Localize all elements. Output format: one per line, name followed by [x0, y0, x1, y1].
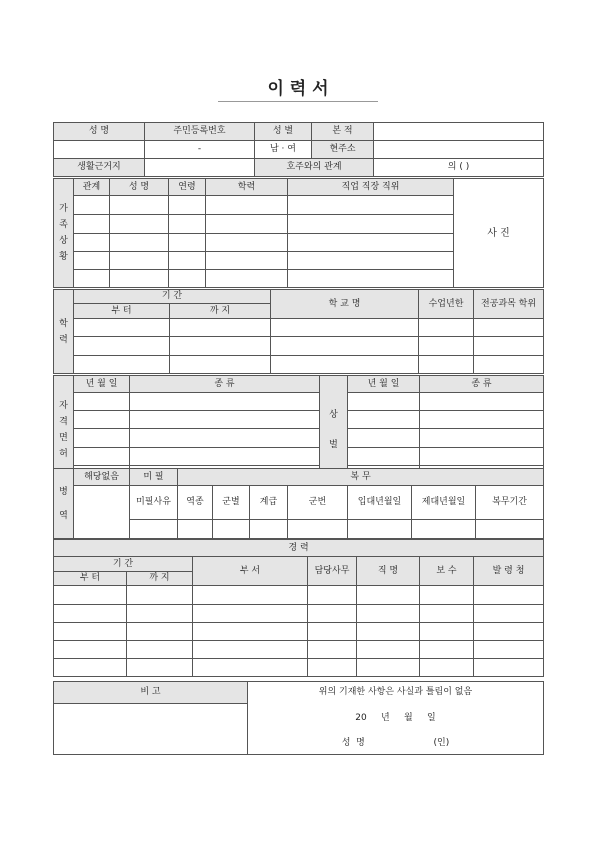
table-cell[interactable] [474, 319, 544, 337]
table-cell[interactable] [288, 196, 454, 215]
table-cell[interactable] [193, 659, 308, 677]
sex-field[interactable]: 남 · 여 [255, 141, 312, 159]
military-col-number: 군번 [288, 486, 348, 520]
table-cell[interactable] [170, 356, 271, 374]
relation-label: 호주와의 관계 [255, 159, 374, 177]
address-field[interactable] [374, 141, 544, 159]
table-cell[interactable] [130, 411, 320, 429]
table-cell[interactable] [357, 605, 420, 623]
table-cell[interactable] [357, 641, 420, 659]
military-table [53, 468, 544, 539]
table-cell[interactable] [74, 337, 170, 356]
table-cell[interactable] [130, 520, 178, 539]
table-cell[interactable] [193, 641, 308, 659]
table-cell[interactable] [193, 586, 308, 605]
domicile-label: 본 적 [312, 123, 374, 141]
table-cell[interactable] [213, 520, 250, 539]
table-row [54, 623, 544, 641]
education-from-label: 부 터 [74, 304, 170, 319]
declaration-date[interactable]: 20 년 월 일 [355, 713, 436, 723]
military-col-type: 역종 [178, 486, 213, 520]
table-cell[interactable] [74, 319, 170, 337]
table-cell[interactable] [420, 393, 544, 411]
declaration-signature[interactable]: 성 명 (인) [341, 738, 450, 748]
family-section-label: 가 족 상 황 [54, 179, 74, 288]
table-row [54, 429, 544, 448]
table-cell[interactable] [474, 586, 544, 605]
license-date-label: 년 월 일 [74, 376, 130, 393]
table-cell[interactable] [474, 641, 544, 659]
education-section-label: 학 력 [54, 290, 74, 374]
table-cell[interactable] [474, 605, 544, 623]
career-col-salary: 보 수 [420, 557, 474, 586]
table-row [54, 319, 544, 337]
military-col-rank: 계급 [250, 486, 288, 520]
living-field[interactable] [145, 159, 255, 177]
table-cell[interactable] [412, 520, 476, 539]
table-cell[interactable] [288, 252, 454, 270]
table-cell[interactable] [110, 252, 169, 270]
name-field[interactable] [54, 141, 145, 159]
table-cell[interactable] [130, 429, 320, 448]
table-cell[interactable] [288, 215, 454, 234]
table-row [54, 605, 544, 623]
military-na-field[interactable] [74, 486, 130, 539]
table-cell[interactable] [419, 356, 474, 374]
table-row [54, 659, 544, 677]
table-cell[interactable] [250, 520, 288, 539]
remarks-label: 비 고 [54, 682, 248, 704]
table-cell[interactable] [127, 605, 193, 623]
table-cell[interactable] [110, 270, 169, 288]
table-cell[interactable] [288, 270, 454, 288]
military-unserved-label: 미 필 [130, 469, 178, 486]
military-col-enlist: 입대년월일 [348, 486, 412, 520]
table-cell[interactable] [74, 215, 110, 234]
table-cell[interactable] [206, 252, 288, 270]
table-cell[interactable] [170, 337, 271, 356]
table-cell[interactable] [420, 411, 544, 429]
table-cell[interactable] [169, 252, 206, 270]
table-cell[interactable] [308, 659, 357, 677]
education-major-label: 전공과목 학위 [474, 290, 544, 319]
table-cell[interactable] [110, 196, 169, 215]
table-cell[interactable] [54, 623, 127, 641]
table-cell[interactable] [110, 234, 169, 252]
education-period-label: 기 간 [74, 290, 271, 304]
military-section-label: 병 역 [54, 469, 74, 539]
table-cell[interactable] [420, 605, 474, 623]
table-cell[interactable] [130, 448, 320, 466]
remarks-table [53, 681, 544, 755]
table-cell[interactable] [127, 659, 193, 677]
table-cell[interactable] [271, 319, 419, 337]
family-col-name: 성 명 [110, 179, 169, 196]
table-cell[interactable] [420, 586, 474, 605]
table-cell[interactable] [74, 356, 170, 374]
table-row [54, 356, 544, 374]
address-label: 현주소 [312, 141, 374, 159]
table-cell[interactable] [271, 337, 419, 356]
table-cell[interactable] [74, 196, 110, 215]
table-cell[interactable] [474, 659, 544, 677]
table-cell[interactable] [169, 270, 206, 288]
table-cell[interactable] [110, 215, 169, 234]
award-type-label: 종 류 [420, 376, 544, 393]
education-school-label: 학 교 명 [271, 290, 419, 319]
rrn-field[interactable]: - [145, 141, 255, 159]
family-col-age: 연령 [169, 179, 206, 196]
table-cell[interactable] [193, 605, 308, 623]
table-cell[interactable] [193, 623, 308, 641]
table-row [54, 411, 544, 429]
table-cell[interactable] [178, 520, 213, 539]
career-col-issuer: 발 령 청 [474, 557, 544, 586]
table-cell[interactable] [74, 411, 130, 429]
declaration-text: 위의 기재한 사항은 사실과 틀림이 없음 [318, 687, 473, 697]
table-cell[interactable] [348, 520, 412, 539]
table-cell[interactable] [357, 659, 420, 677]
table-cell[interactable] [348, 393, 420, 411]
table-cell[interactable] [74, 270, 110, 288]
table-cell[interactable] [357, 623, 420, 641]
military-na-label: 해당없음 [74, 469, 130, 486]
career-col-dept: 부 서 [193, 557, 308, 586]
table-cell[interactable] [170, 319, 271, 337]
table-cell[interactable] [74, 393, 130, 411]
table-cell[interactable] [348, 429, 420, 448]
table-cell[interactable] [54, 586, 127, 605]
table-cell[interactable] [474, 337, 544, 356]
table-cell[interactable] [419, 337, 474, 356]
family-col-job: 직업 직장 직위 [288, 179, 454, 196]
table-cell[interactable] [474, 623, 544, 641]
table-row [54, 393, 544, 411]
career-section-label: 경 력 [54, 540, 544, 557]
table-cell[interactable] [206, 234, 288, 252]
table-cell[interactable] [271, 356, 419, 374]
declaration-box [248, 682, 544, 755]
award-date-label: 년 월 일 [348, 376, 420, 393]
table-cell[interactable] [127, 586, 193, 605]
table-cell[interactable] [420, 641, 474, 659]
table-cell[interactable] [127, 623, 193, 641]
table-row [54, 448, 544, 466]
document-title: 이 력 서 [267, 79, 329, 99]
name-label: 성 명 [54, 123, 145, 141]
table-cell[interactable] [54, 659, 127, 677]
domicile-field[interactable] [374, 123, 544, 141]
education-years-label: 수업년한 [419, 290, 474, 319]
table-cell[interactable] [308, 623, 357, 641]
table-cell[interactable] [169, 215, 206, 234]
table-row [54, 641, 544, 659]
license-type-label: 종 류 [130, 376, 320, 393]
family-col-education: 학력 [206, 179, 288, 196]
table-cell[interactable] [420, 429, 544, 448]
table-cell[interactable] [348, 411, 420, 429]
career-from-label: 부 터 [54, 572, 127, 586]
award-section-label: 상 벌 [320, 376, 348, 484]
table-cell[interactable] [169, 234, 206, 252]
table-cell[interactable] [476, 520, 544, 539]
table-row [54, 337, 544, 356]
table-cell[interactable] [357, 586, 420, 605]
family-col-relation: 관계 [74, 179, 110, 196]
career-table [53, 539, 544, 677]
table-cell[interactable] [54, 641, 127, 659]
table-cell[interactable] [206, 196, 288, 215]
military-col-reason: 미필사유 [130, 486, 178, 520]
table-cell[interactable] [420, 623, 474, 641]
family-table [53, 178, 544, 288]
education-to-label: 까 지 [170, 304, 271, 319]
table-cell[interactable] [308, 641, 357, 659]
military-col-discharge: 제대년월일 [412, 486, 476, 520]
table-cell[interactable] [74, 234, 110, 252]
table-cell[interactable] [288, 520, 348, 539]
table-cell[interactable] [308, 586, 357, 605]
table-cell[interactable] [420, 659, 474, 677]
table-cell[interactable] [74, 448, 130, 466]
career-col-duty: 담당사무 [308, 557, 357, 586]
table-cell[interactable] [74, 252, 110, 270]
table-cell[interactable] [127, 641, 193, 659]
rrn-label: 주민등록번호 [145, 123, 255, 141]
education-table [53, 289, 544, 374]
military-col-branch: 군별 [213, 486, 250, 520]
sex-label: 성 별 [255, 123, 312, 141]
photo-box[interactable]: 사 진 [454, 179, 544, 288]
license-section-label: 자 격 면 허 [54, 376, 74, 484]
table-cell[interactable] [206, 270, 288, 288]
table-row [54, 586, 544, 605]
military-service-label: 복 무 [178, 469, 544, 486]
table-cell[interactable] [288, 234, 454, 252]
table-cell[interactable] [74, 429, 130, 448]
career-col-title: 직 명 [357, 557, 420, 586]
career-to-label: 까 지 [127, 572, 193, 586]
table-cell[interactable] [169, 196, 206, 215]
table-cell[interactable] [308, 605, 357, 623]
remarks-field[interactable] [54, 704, 248, 755]
title-underline [218, 101, 378, 102]
table-cell[interactable] [206, 215, 288, 234]
table-cell[interactable] [420, 448, 544, 466]
table-cell[interactable] [54, 605, 127, 623]
table-cell[interactable] [130, 393, 320, 411]
table-cell[interactable] [474, 356, 544, 374]
career-period-label: 기 간 [54, 557, 193, 572]
living-label: 생활근거지 [54, 159, 145, 177]
military-col-period: 복무기간 [476, 486, 544, 520]
table-cell[interactable] [419, 319, 474, 337]
table-cell[interactable] [348, 448, 420, 466]
relation-field[interactable]: 의 ( ) [374, 159, 544, 177]
personal-info-table [53, 122, 544, 177]
